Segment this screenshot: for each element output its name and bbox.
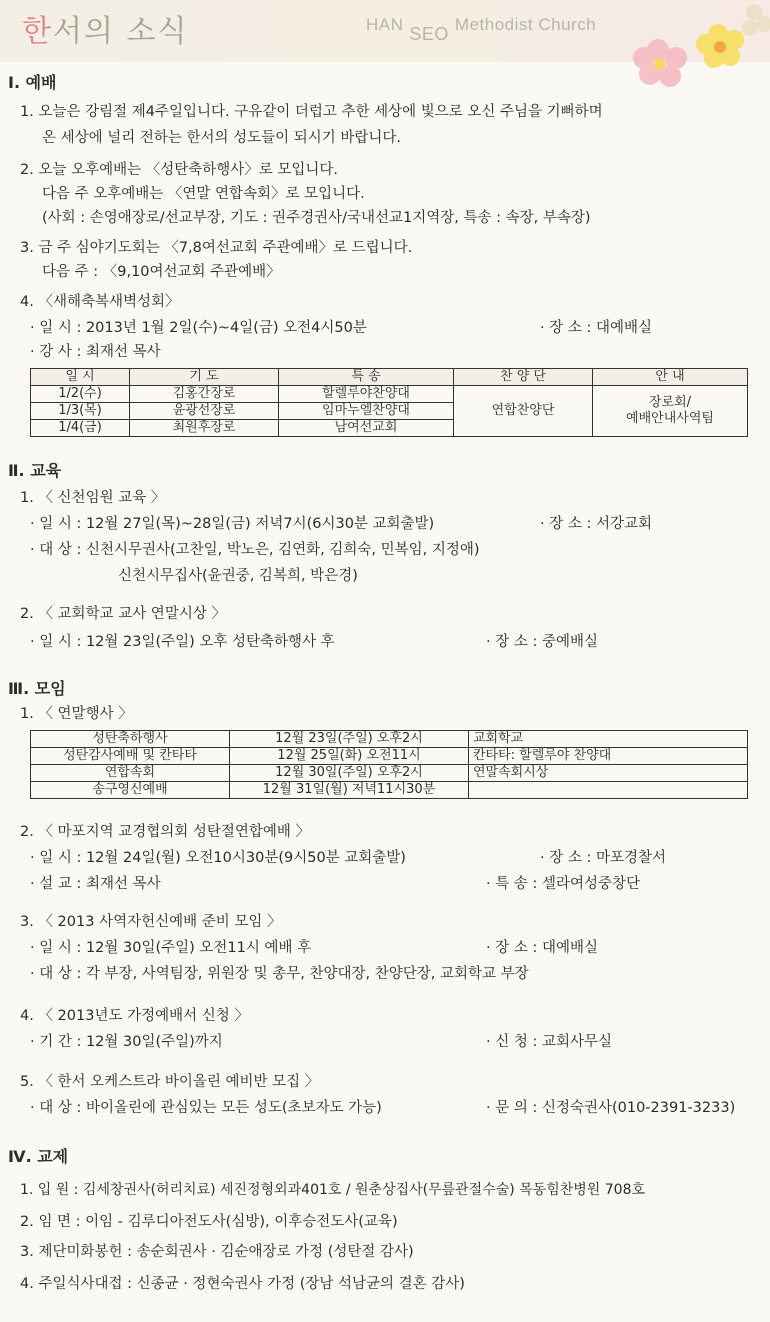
dawn-service-speaker: · 강 사 : 최재선 목사 — [30, 344, 161, 360]
table-cell: 성탄축하행사 — [31, 731, 230, 748]
christmas-service-song: · 특 송 : 셀라여성중창단 — [486, 876, 640, 892]
table-header-cell: 일 시 — [31, 369, 130, 386]
table-cell: 성탄감사예배 및 칸타타 — [31, 748, 230, 765]
officer-training-date: · 일 시 : 12월 27일(목)~28일(금) 저녁7시(6시30분 교회출발) — [30, 516, 435, 532]
table-header-cell: 특 송 — [279, 369, 454, 386]
worship-item-2b: 다음 주 오후예배는 〈연말 연합속회〉로 모입니다. — [42, 186, 365, 202]
table-cell: 임마누엘찬양대 — [279, 403, 454, 420]
table-cell: 12월 30일(주일) 오후2시 — [230, 765, 469, 782]
fellowship-appointment: 2. 임 면 : 이임 - 김루디아전도사(심방), 이후승전도사(교육) — [20, 1214, 398, 1230]
page-header — [0, 0, 770, 62]
guide-cell — [593, 386, 748, 437]
fellowship-altar-flowers: 3. 제단미화봉헌 : 송순회권사 · 김순애장로 가정 (성탄절 감사) — [20, 1244, 414, 1260]
table-cell: 12월 25일(화) 오전11시 — [230, 748, 469, 765]
guide-line-1: 장로회/ — [648, 395, 692, 410]
prep-meeting-date: · 일 시 : 12월 30일(주일) 오전11시 예배 후 — [30, 940, 312, 956]
table-row — [31, 765, 748, 782]
table-cell: 할렐루야찬양대 — [279, 386, 454, 403]
meetings-item-1: 1. 〈 연말행사 〉 — [20, 706, 133, 722]
section-education-heading: Ⅱ. 교육 — [8, 461, 62, 480]
table-cell: 연합속회 — [31, 765, 230, 782]
dawn-service-date: · 일 시 : 2013년 1월 2일(수)~4일(금) 오전4시50분 — [30, 320, 367, 336]
dawn-service-place: · 장 소 : 대예배실 — [540, 320, 652, 336]
fellowship-hospital: 1. 입 원 : 김세창권사(허리치료) 세진정형외과401호 / 원춘상집사(무릎관절수술) 목동힘찬병원 708호 — [20, 1182, 645, 1198]
table-cell: 교회학교 — [469, 731, 748, 748]
worship-item-3b: 다음 주 : 〈9,10여선교회 주관예배〉 — [42, 264, 281, 280]
table-cell: 최원후장로 — [130, 420, 279, 437]
table-row — [31, 731, 748, 748]
church-name: HAN SEO Methodist Church — [366, 15, 597, 44]
education-item-1: 1. 〈 신천임원 교육 〉 — [20, 490, 166, 506]
teacher-award-place: · 장 소 : 중예배실 — [486, 634, 598, 650]
table-cell — [469, 782, 748, 799]
section-meetings-heading: Ⅲ. 모임 — [8, 679, 66, 698]
fellowship-lunch: 4. 주일식사대접 : 신종균 · 정현숙권사 가정 (장남 석남균의 결혼 감사) — [20, 1276, 465, 1292]
teacher-award-date: · 일 시 : 12월 23일(주일) 오후 성탄축하행사 후 — [30, 634, 335, 650]
violin-class-contact: · 문 의 : 신정숙권사(010-2391-3233) — [486, 1100, 736, 1116]
christmas-service-place: · 장 소 : 마포경찰서 — [540, 850, 666, 866]
worship-item-2c: (사회 : 손영애장로/선교부장, 기도 : 권주경권사/국내선교1지역장, 특송 : 속장, 부속장) — [42, 210, 591, 226]
guide-line-2: 예배안내사역팀 — [626, 411, 714, 426]
table-row — [31, 748, 748, 765]
meetings-item-4: 4. 〈 2013년도 가정예배서 신청 〉 — [20, 1008, 249, 1024]
section-fellowship-heading: Ⅳ. 교제 — [8, 1147, 69, 1166]
prep-meeting-place: · 장 소 : 대예배실 — [486, 940, 598, 956]
table-cell: 칸타타: 할렐루야 찬양대 — [469, 748, 748, 765]
worship-item-1a: 1. 오늘은 강림절 제4주일입니다. 구유같이 더럽고 추한 세상에 빛으로 오신 주님을 기뻐하며 — [20, 104, 603, 120]
table-cell: 1/3(목) — [31, 403, 130, 420]
worship-item-3a: 3. 금 주 심야기도회는 〈7,8여선교회 주관예배〉로 드립니다. — [20, 240, 413, 256]
meetings-item-5: 5. 〈 한서 오케스트라 바이올린 예비반 모집 〉 — [20, 1074, 320, 1090]
table-cell: 12월 31일(월) 저녁11시30분 — [230, 782, 469, 799]
choir-cell: 연합찬양단 — [454, 386, 593, 437]
meetings-item-3: 3. 〈 2013 사역자헌신예배 준비 모임 〉 — [20, 914, 282, 930]
worship-item-4a: 4. 〈새해축복새벽성회〉 — [20, 294, 180, 310]
year-end-events-table — [30, 730, 748, 799]
table-cell: 연말속회시상 — [469, 765, 748, 782]
prep-meeting-target: · 대 상 : 각 부장, 사역팀장, 위원장 및 총무, 찬양대장, 찬양단장, 교회학교 부장 — [30, 966, 529, 982]
worship-item-1b: 온 세상에 널리 전하는 한서의 성도들이 되시기 바랍니다. — [42, 130, 402, 146]
table-header-cell: 찬 양 단 — [454, 369, 593, 386]
table-cell: 윤광선장로 — [130, 403, 279, 420]
table-cell: 송구영신예배 — [31, 782, 230, 799]
officer-training-target: · 대 상 : 신천시무권사(고찬일, 박노은, 김연화, 김희숙, 민복임, 지정애) — [30, 542, 480, 558]
christmas-service-preacher: · 설 교 : 최재선 목사 — [30, 876, 161, 892]
officer-training-place: · 장 소 : 서강교회 — [540, 516, 652, 532]
meetings-item-2: 2. 〈 마포지역 교경협의회 성탄절연합예배 〉 — [20, 824, 310, 840]
table-cell: 김홍간장로 — [130, 386, 279, 403]
table-header-cell: 기 도 — [130, 369, 279, 386]
dawn-service-table — [30, 368, 748, 437]
devotional-period: · 기 간 : 12월 30일(주일)까지 — [30, 1034, 223, 1050]
table-row — [31, 386, 748, 403]
table-row — [31, 782, 748, 799]
section-worship-heading: Ⅰ. 예배 — [8, 73, 57, 92]
education-item-2: 2. 〈 교회학교 교사 연말시상 〉 — [20, 606, 226, 622]
worship-item-2a: 2. 오늘 오후예배는 〈성탄축하행사〉로 모입니다. — [20, 162, 339, 178]
table-header-cell: 안 내 — [593, 369, 748, 386]
table-cell: 12월 23일(주일) 오후2시 — [230, 731, 469, 748]
officer-training-target-2: 신천시무집사(윤권중, 김복희, 박은경) — [118, 568, 358, 584]
table-header-row — [31, 369, 748, 386]
flower-decoration-icon — [628, 0, 770, 92]
table-cell: 1/2(수) — [31, 386, 130, 403]
table-cell: 남여선교회 — [279, 420, 454, 437]
devotional-apply: · 신 청 : 교회사무실 — [486, 1034, 612, 1050]
table-cell: 1/4(금) — [31, 420, 130, 437]
newsletter-title: 한서의 소식 — [22, 14, 189, 49]
violin-class-target: · 대 상 : 바이올린에 관심있는 모든 성도(초보자도 가능) — [30, 1100, 382, 1116]
christmas-service-date: · 일 시 : 12월 24일(월) 오전10시30분(9시50분 교회출발) — [30, 850, 406, 866]
